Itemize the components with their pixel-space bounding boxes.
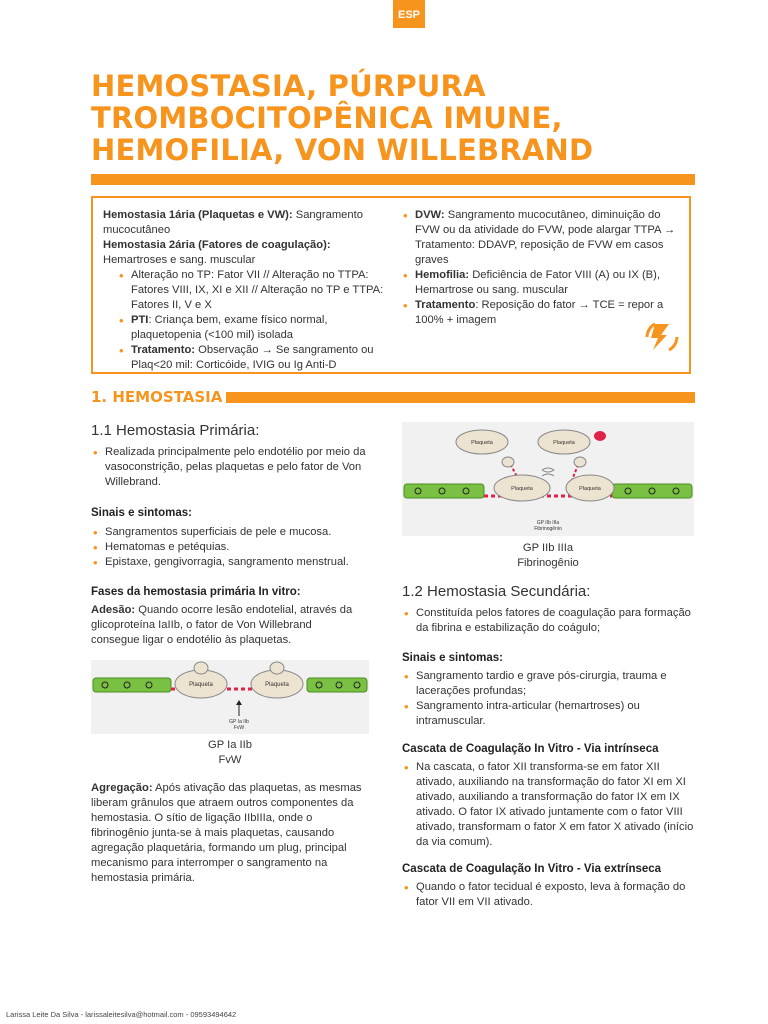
summary-left-column	[103, 208, 388, 373]
list-item: • Constituída pelos fatores de coagulação para formação da fibrina e estabilização do coágulo;	[402, 606, 694, 636]
section-tag: ESP	[393, 0, 425, 28]
section-heading-bar	[226, 392, 695, 403]
summary-right-column	[401, 208, 686, 328]
list-item: • Sangramento intra-articular (hemartroses) ou intramuscular.	[402, 699, 694, 729]
title-line-2: TROMBOCITOPÊNICA IMUNE,	[91, 101, 563, 135]
list-item: • Tratamento: Observação → Se sangramento ou Plaq<20 mil: Corticóide, IVIG ou Ig Anti-D	[117, 343, 388, 373]
list-item: • Sangramento tardio e grave pós-cirurgia, trauma e lacerações profundas;	[402, 669, 694, 699]
list-item: • Hematomas e petéquias.	[91, 540, 371, 555]
section-heading: 1. HEMOSTASIA	[91, 388, 223, 406]
extrinsic-heading: Cascata de Coagulação In Vitro - Via extrínseca	[402, 863, 662, 875]
list-item: • Hemofilia: Deficiência de Fator VIII (A) ou IX (B), Hemartrose ou sang. muscular	[401, 268, 686, 298]
brand-logo-icon	[645, 320, 679, 354]
receptor-label: GP IIb IIIa	[536, 520, 560, 526]
secondary-list	[402, 606, 694, 636]
list-item: • DVW: Sangramento mucocutâneo, diminuição do FVW ou da atividade do FVW, pode alargar TTPA → Tratamento: DDAVP, reposição de FVW em casos graves	[401, 208, 686, 268]
receptor-label: GP Ia IIb	[229, 719, 249, 725]
aggregation-paragraph: Agregação: Após ativação das plaquetas, as mesmas liberam grânulos que atraem outros componentes da hemostasia. O sítio de ligação IIbIIIa, onde o fibrinogênio junta-se à mais plaquetas, causando agregação plaquetária, formando um plug, principal mecanismo para interromper o sangramento na hemostasia primária.	[91, 782, 362, 884]
list-item: • Realizada principalmente pelo endotélio por meio da vasoconstrição, pelas plaquetas e pelo fator de Von Willebrand.	[91, 445, 366, 490]
title-line-1: HEMOSTASIA, PÚRPURA	[91, 69, 486, 103]
signs-list-secondary	[402, 669, 694, 729]
summary-right-list	[401, 208, 686, 328]
signs-heading-secondary: Sinais e sintomas:	[402, 652, 503, 664]
intrinsic-list	[402, 760, 694, 850]
aggregation-figure	[402, 422, 694, 536]
phases-heading: Fases da hemostasia primária In vitro:	[91, 586, 301, 598]
platelet-label: Plaqueta	[471, 440, 493, 446]
summary-line-primary: Hemostasia 1ária (Plaquetas e VW): Sangramento mucocutâneo	[103, 209, 363, 236]
subsection-title-secondary: 1.2 Hemostasia Secundária:	[402, 583, 591, 600]
summary-box	[91, 196, 691, 374]
summary-left-list	[117, 268, 388, 373]
signs-heading: Sinais e sintomas:	[91, 507, 192, 519]
platelet-label: Plaqueta	[511, 486, 533, 492]
intrinsic-heading: Cascata de Coagulação In Vitro - Via intrínseca	[402, 743, 659, 755]
list-item: • Sangramentos superficiais de pele e mucosa.	[91, 525, 371, 540]
aggregation-caption: GP IIb IIIa Fibrinogênio	[517, 542, 579, 569]
aggregation-diagram	[402, 422, 694, 536]
page-title	[91, 70, 731, 166]
list-item: • Tratamento: Reposição do fator → TCE = repor a 100% + imagem	[401, 298, 686, 328]
summary-line-secondary: Hemostasia 2ária (Fatores de coagulação): Hemartroses e sang. muscular	[103, 239, 331, 266]
title-line-3: HEMOFILIA, VON WILLEBRAND	[91, 133, 594, 167]
signs-list	[91, 525, 371, 570]
adhesion-diagram	[91, 660, 369, 734]
title-underline-bar	[91, 174, 695, 185]
platelet-label: Plaqueta	[553, 440, 575, 446]
subsection-title-primary: 1.1 Hemostasia Primária:	[91, 422, 260, 439]
factor-label: FvW	[233, 725, 245, 731]
fibrinogen-label: Fibrinogênio	[534, 526, 562, 532]
list-item: • Alteração no TP: Fator VII // Alteração no TTPA: Fatores VIII, IX, XI e XII // Alteração no TP e TTPA: Fatores II, V e X	[117, 268, 388, 313]
platelet-label: Plaqueta	[265, 682, 289, 688]
adhesion-figure	[91, 660, 369, 734]
adhesion-paragraph: Adesão: Quando ocorre lesão endotelial, através da glicoproteína IaIIb, o fator de Von Willebrand consegue ligar o endotélio às plaquetas.	[91, 604, 353, 646]
adhesion-caption: GP Ia IIb FvW	[208, 739, 252, 766]
list-item: • Epistaxe, gengivorragia, sangramento menstrual.	[91, 555, 371, 570]
footer-watermark: Larissa Leite Da Silva - larissaleitesilva@hotmail.com - 09593494642	[6, 1010, 237, 1019]
platelet-label: Plaqueta	[579, 486, 601, 492]
list-item: • PTI: Criança bem, exame físico normal, plaquetopenia (<100 mil) isolada	[117, 313, 388, 343]
platelet-label: Plaqueta	[189, 682, 213, 688]
list-item: • Na cascata, o fator XII transforma-se em fator XII ativado, auxiliando na transformação do fator XI em XI ativado, auxiliando a transformação do fator IX em IX ativado. O fator IX ativado juntamente com o fator VIII ativado, transformam o fator X em fator X ativado (início da via comum).	[402, 760, 694, 850]
primary-list	[91, 445, 366, 490]
extrinsic-list	[402, 880, 694, 910]
list-item: • Quando o fator tecidual é exposto, leva à formação do fator VII em VII ativado.	[402, 880, 694, 910]
